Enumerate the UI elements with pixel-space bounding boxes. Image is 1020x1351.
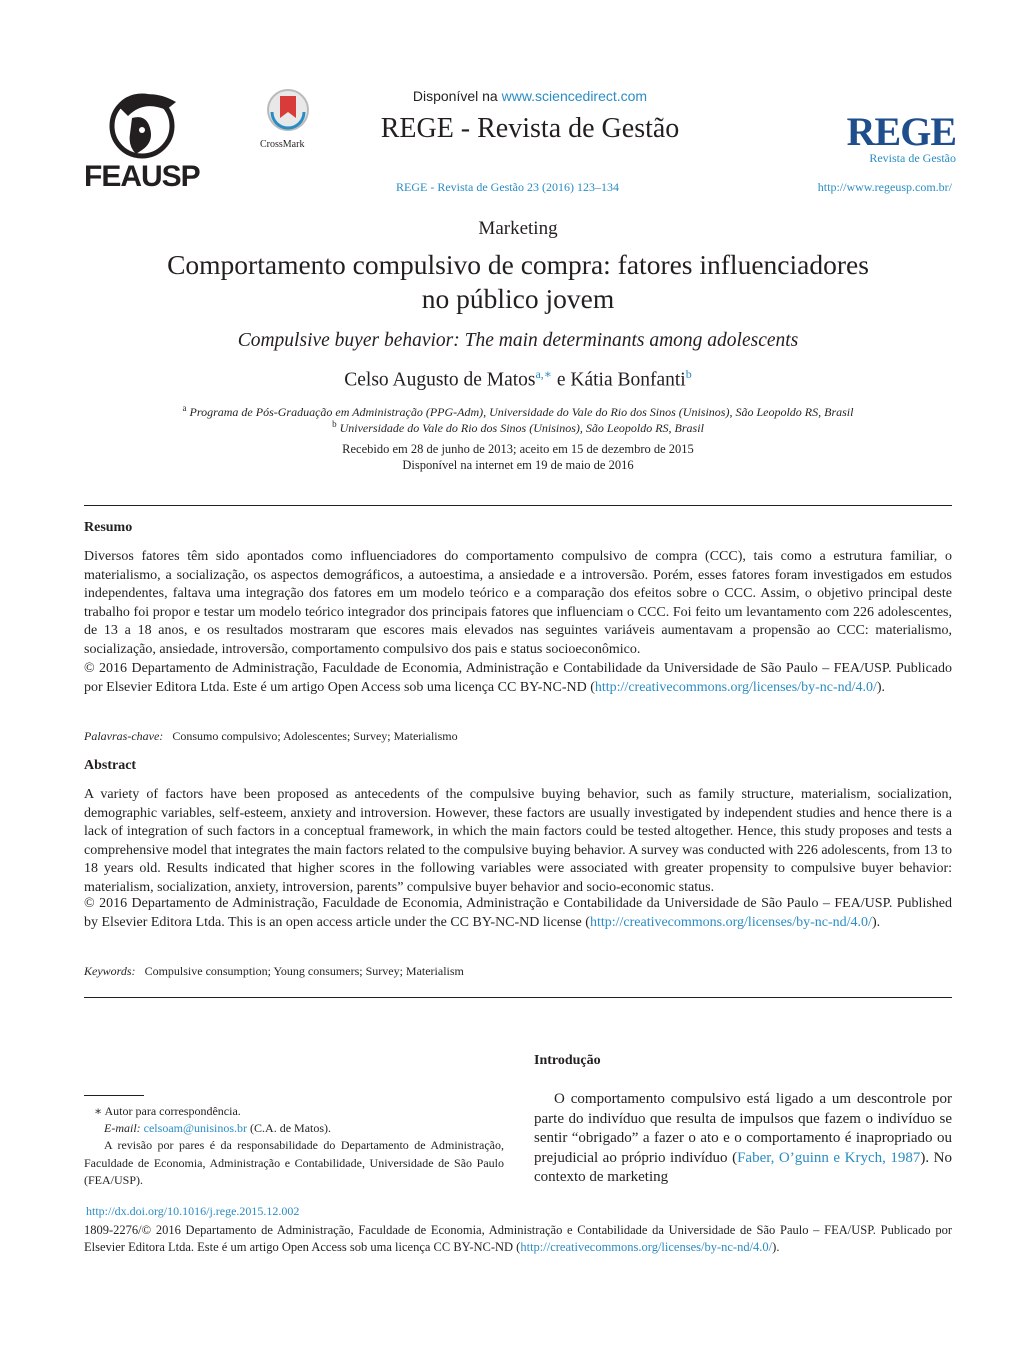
article-title	[110, 248, 926, 316]
footnote-star: ∗	[94, 1104, 103, 1118]
footnote-email	[84, 1120, 524, 1138]
divider-bottom	[84, 997, 952, 998]
footnote-email-label: E-mail:	[104, 1121, 141, 1135]
resumo-keywords	[84, 729, 458, 744]
intro-citation-link[interactable]: Faber, O’guinn e Krych, 1987	[737, 1149, 921, 1166]
rege-logo	[846, 109, 956, 165]
intro-heading: Introdução	[534, 1053, 601, 1068]
affiliation-a	[84, 403, 952, 420]
divider-top	[84, 505, 952, 506]
intro-text	[534, 1090, 952, 1188]
footnote-corresponding	[84, 1103, 514, 1121]
journal-homepage-link[interactable]: http://www.regeusp.com.br/	[817, 180, 952, 194]
author-email-link[interactable]: celsoam@unisinos.br	[143, 1121, 248, 1135]
affiliation-b	[84, 419, 952, 436]
issn-license-link[interactable]: http://creativecommons.org/licenses/by-nc-nd/4.0/	[520, 1240, 773, 1254]
resumo-copyright-end: ).	[876, 679, 886, 695]
footnote-corresponding-text: Autor para correspondência.	[104, 1104, 241, 1118]
resumo-keywords-list: Consumo compulsivo; Adolescentes; Survey; Materialismo	[172, 729, 458, 743]
title-line-2: no público jovem	[421, 283, 615, 314]
affiliation-a-mark: a	[182, 403, 187, 413]
footnote-rule	[84, 1095, 144, 1096]
fea-usp-wordmark: FEAUSP	[84, 160, 200, 193]
abstract-heading: Abstract	[84, 758, 137, 773]
author-2-mark[interactable]: b	[685, 367, 692, 381]
journal-citation-link[interactable]: REGE - Revista de Gestão 23 (2016) 123–134	[396, 180, 619, 194]
resumo-text: Diversos fatores têm sido apontados como influenciadores do comportamento compulsivo de compra (CCC), tais como a estrutura familiar, o materialismo, a socialização, os aspectos demográficos, a autoestima, a ansiedade e a introversão. Porém, esses fatores foram investigados em estudos independentes, faltava uma integração dos fatores em um modelo teórico e a comparação dos efeitos sobre o CCC. Assim, o objetivo principal deste trabalho foi propor e testar um modelo teórico integrador dos principais fatores que influenciam o CCC. Foi feito um levantamento com 226 adolescentes, de 13 a 18 anos, e os resultados mostraram que escores mais elevados nas seguintes variáveis aumentavam a propensão ao CCC: materialismo, socialização, ansiedade, introversão, comportamento compulsivo dos pais e status socioeconômico.	[84, 549, 952, 657]
online-date: Disponível na internet em 19 de maio de 2016	[402, 458, 634, 472]
abstract-keywords-label: Keywords:	[84, 964, 136, 978]
author-separator: e	[551, 369, 571, 391]
resumo-license-link[interactable]: http://creativecommons.org/licenses/by-nc-nd/4.0/	[594, 679, 877, 695]
intro-text-start: O comportamento compulsivo está ligado a um descontrole por parte do indivíduo que resulta de impulsos que fazem o indivíduo se sentir “obrigado” a fazer o ato e o comportamento é inapropriado ou prejudicial ao próprio indivíduo (	[534, 1091, 952, 1166]
resumo-keywords-label: Palavras-chave:	[84, 729, 164, 743]
resumo-copyright-text: © 2016 Departamento de Administração, Faculdade de Economia, Administração e Contabilidade da Universidade de São Paulo – FEA/USP. Publicado por Elsevier Editora Ltda. Este é um artigo Open Access sob uma licença CC BY-NC-ND (	[84, 661, 952, 695]
author-1: Celso Augusto de Matos	[344, 369, 536, 391]
abstract-text: A variety of factors have been proposed as antecedents of the compulsive buying behavior, such as family structure, materialism, socialization, demographic variables, self-esteem, anxiety and introversion. However, these factors are usually investigated by independent studies and hence there is a lack of integration of such factors in a conceptual framework, in which the main factors could be tested altogether. Hence, this study proposes and tests a comprehensive model that integrates the main factors related to the compulsive buying behavior. A survey was conducted with 226 adolescents, from 13 to 18 years old. Results indicated that higher scores in the following variables were associated with greater propensity to compulsive buyer behavior: materialism, socialization, anxiety, introversion, parents” compulsive buyer behavior and socio-economic status.	[84, 787, 952, 895]
footnote-review: A revisão por pares é da responsabilidade do Departamento de Administração, Faculdade de Economia, Administração e Contabilidade, Universidade de São Paulo (FEA/USP).	[84, 1138, 504, 1187]
affiliation-b-mark: b	[332, 419, 337, 429]
article-section: Marketing	[478, 218, 558, 239]
rege-logo-wordmark: REGE	[846, 109, 956, 154]
abstract-copyright	[84, 895, 952, 932]
journal-title: REGE - Revista de Gestão	[380, 113, 680, 144]
footnote-email-owner: (C.A. de Matos).	[250, 1121, 332, 1135]
affiliation-a-text: Programa de Pós-Graduação em Administração (PPG-Adm), Universidade do Vale do Rio dos Sinos (Unisinos), São Leopoldo RS, Brasil	[189, 405, 854, 419]
received-dates: Recebido em 28 de junho de 2013; aceito em 15 de dezembro de 2015	[342, 442, 694, 456]
resumo-heading: Resumo	[84, 520, 133, 535]
author-list	[110, 367, 926, 392]
issn-text: 1809-2276/© 2016 Departamento de Administração, Faculdade de Economia, Administração e Contabilidade da Universidade de São Paulo – FEA/USP. Publicado por Elsevier Editora Ltda. Este é um artigo Open Access sob uma licença CC BY-NC-ND (	[84, 1223, 952, 1254]
available-prefix: Disponível na	[412, 88, 498, 104]
issn-end: ).	[772, 1240, 780, 1254]
resumo-copyright	[84, 660, 952, 697]
doi-link[interactable]: http://dx.doi.org/10.1016/j.rege.2015.12.002	[86, 1204, 300, 1218]
title-line-1: Comportamento compulsivo de compra: fatores influenciadores	[167, 249, 869, 280]
abstract-copyright-text: © 2016 Departamento de Administração, Faculdade de Economia, Administração e Contabilidade da Universidade de São Paulo – FEA/USP. Published by Elsevier Editora Ltda. This is an open access article under the CC BY-NC-ND license (	[84, 896, 952, 930]
article-subtitle: Compulsive buyer behavior: The main determinants among adolescents	[237, 330, 799, 351]
affiliation-b-text: Universidade do Vale do Rio dos Sinos (Unisinos), São Leopoldo RS, Brasil	[339, 421, 704, 435]
author-1-marks[interactable]: a,∗	[535, 367, 552, 381]
abstract-keywords	[84, 964, 464, 979]
fea-usp-logo	[84, 88, 210, 194]
rege-logo-tagline: Revista de Gestão	[869, 151, 956, 165]
abstract-license-link[interactable]: http://creativecommons.org/licenses/by-nc-nd/4.0/	[589, 914, 872, 930]
abstract-copyright-end: ).	[871, 914, 881, 930]
author-2: Kátia Bonfanti	[570, 369, 686, 391]
available-line	[300, 88, 760, 104]
sciencedirect-link[interactable]: www.sciencedirect.com	[501, 88, 648, 104]
issn-copyright	[84, 1222, 952, 1256]
intro-text-end: ). No contexto de marketing	[534, 1149, 952, 1185]
abstract-keywords-list: Compulsive consumption; Young consumers; Survey; Materialism	[144, 964, 464, 978]
crossmark-label: CrossMark	[260, 139, 305, 150]
